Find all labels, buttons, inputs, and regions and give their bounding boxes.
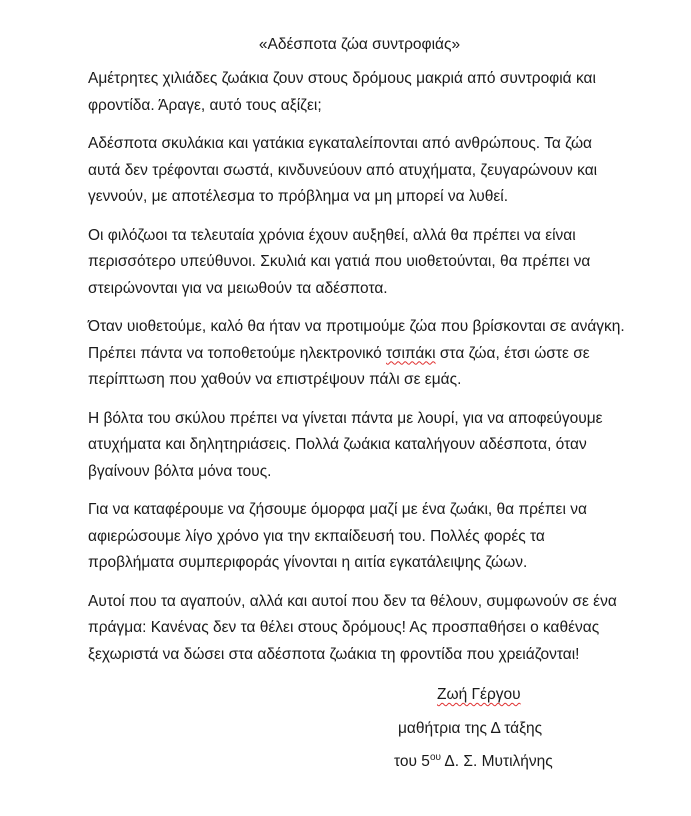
- document-body: [88, 66, 628, 680]
- signature-name: [437, 684, 521, 706]
- paragraph-3: Οι φιλόζωοι τα τελευταία χρόνια έχουν αυξηθεί, αλλά θα πρέπει να είναι περισσότερο υπεύθυνοι. Σκυλιά και γατιά που υιοθετούνται, θα πρέπει να στειρώνονται για να μειωθούν τα αδέσποτα.: [88, 226, 591, 297]
- spellcheck-flagged-word[interactable]: τσιπάκι: [386, 344, 436, 362]
- paragraph-4-text-before: Όταν υιοθετούμε, καλό θα ήταν να προτιμούμε ζώα που βρίσκονται σε ανάγκη. Πρέπει πάντα να τοποθετούμε ηλεκτρονικό: [88, 318, 625, 362]
- signature-name-text[interactable]: Ζωή Γέργου: [437, 686, 521, 703]
- signature-school-line: [394, 751, 553, 773]
- paragraph-4-text-after: στα ζώα, έτσι ώστε σε περίπτωση που χαθούν να επιστρέψουν πάλι σε εμάς.: [88, 344, 590, 388]
- document-title: «Αδέσποτα ζώα συντροφιάς»: [258, 36, 461, 53]
- paragraph-1: Αμέτρητες χιλιάδες ζωάκια ζουν στους δρόμους μακριά από συντροφιά και φροντίδα. Άραγε, αυτό τους αξίζει;: [88, 70, 596, 114]
- paragraph-2: Αδέσποτα σκυλάκια και γατάκια εγκαταλείπονται από ανθρώπους. Τα ζώα αυτά δεν τρέφονται σωστά, κινδυνεύουν από ατυχήματα, ζευγαρώνουν και γεννούν, με αποτέλεσμα το πρόβλημα να μη μπορεί να λυθεί.: [88, 135, 598, 205]
- paragraph-5: Η βόλτα του σκύλου πρέπει να γίνεται πάντα με λουρί, για να αποφεύγουμε ατυχήματα και δηλητηριάσεις. Πολλά ζωάκια καταλήγουν αδέσποτα, όταν βγαίνουν βόλτα μόνα τους.: [88, 409, 603, 480]
- paragraph-6: Για να καταφέρουμε να ζήσουμε όμορφα μαζί με ένα ζωάκι, θα πρέπει να αφιερώσουμε λίγο χρόνο για την εκπαίδευσή του. Πολλές φορές τα προβλήματα συμπεριφοράς γίνονται η αιτία εγκατάλειψης ζώων.: [88, 501, 587, 571]
- school-prefix: του 5: [394, 753, 430, 770]
- paragraph-7: Αυτοί που τα αγαπούν, αλλά και αυτοί που δεν τα θέλουν, συμφωνούν σε ένα πράγμα: Κανένας δεν τα θέλει στους δρόμους! Ας προσπαθήσει ο καθένας ξεχωριστά να δώσει στα αδέσποτα ζωάκια τη φροντίδα που χρειάζονται!: [88, 592, 617, 663]
- paragraph-4: [88, 314, 628, 394]
- signature-class-line: μαθήτρια της Δ τάξης: [398, 720, 543, 737]
- school-superscript: ου: [429, 751, 441, 763]
- school-suffix: Δ. Σ. Μυτιλήνης: [440, 753, 553, 770]
